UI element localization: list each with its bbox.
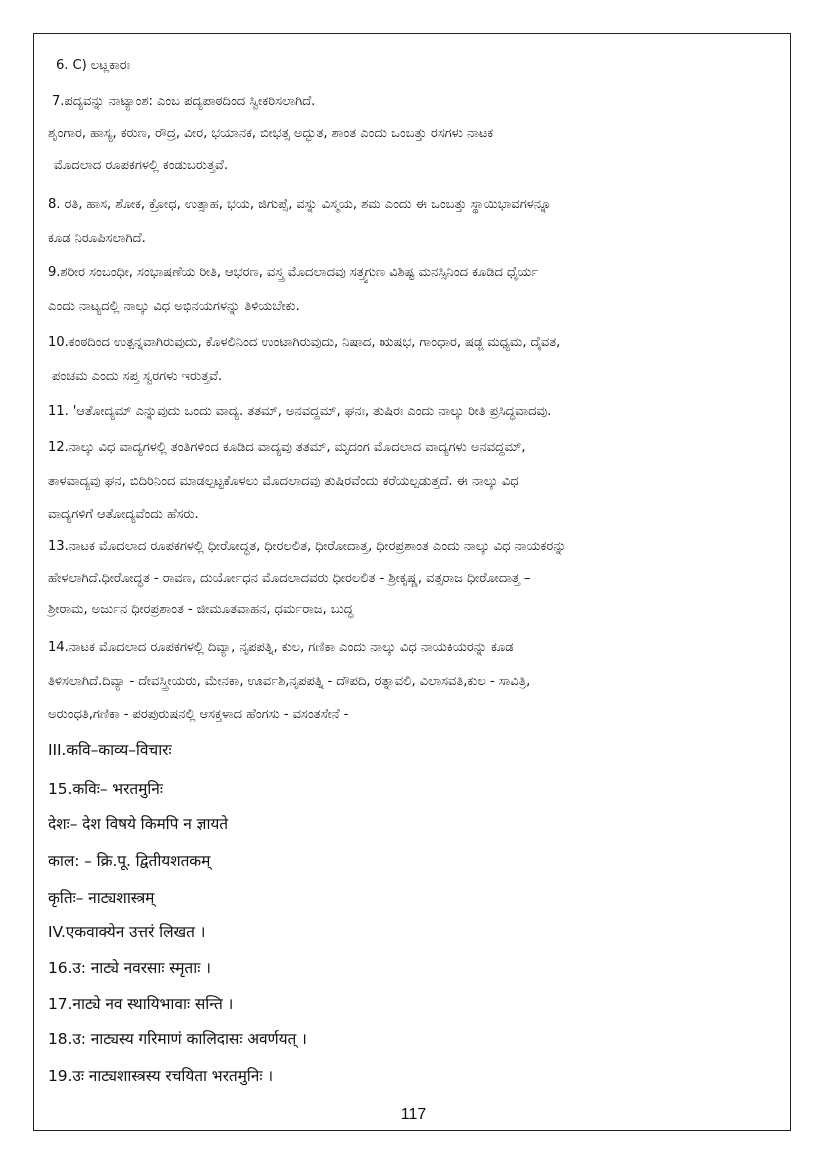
- section-heading: III.कवि–काव्य–विचारः: [48, 741, 172, 759]
- text-line: ಮೊದಲಾದ ರೂಪಕಗಳಲ್ಲಿ ಕಂಡುಬರುತ್ತವೆ.: [54, 158, 228, 173]
- text-line: 8. ರತಿ, ಹಾಸ, ಶೋಕ, ಕ್ರೋಧ, ಉತ್ಸಾಹ, ಭಯ, ಜಿಗುಪ್ಸೆ, ವಸ್ನು ವಿಸ್ಮಯ, ಶಮ ಎಂದು ಈ ಒಂಬತ್ತು ಸ್ಥಾಯಿಭಾವಗಳನ್ನೂ: [48, 197, 552, 212]
- page-number: 117: [400, 1106, 427, 1123]
- text-line: 17.नाट्ये नव स्थायिभावाः सन्ति ।: [48, 995, 234, 1013]
- text-line: 11. 'ಆತೋದ್ಯಮ್ ಎನ್ನುವುದು ಒಂದು ವಾದ್ಯ. ತತಮ್, ಅನವದ್ದಮ್, ಘನಃ, ತುಷಿರಃ ಎಂದು ನಾಲ್ಕು ರೀತಿ ಪ್ರಸಿದ್ಧವಾದವು.: [48, 404, 552, 419]
- text-line: काल: – क्रि.पू. द्वितीयशतकम्: [48, 852, 211, 870]
- text-line: 18.उ: नाट्यस्य गरिमाणं कालिदासः अवर्णयत् ।: [48, 1030, 307, 1048]
- text-line: ಕೂಡ ನಿರೂಪಿಸಲಾಗಿದೆ.: [48, 231, 146, 246]
- text-line: ತಾಳವಾದ್ಯವು ಘನ, ಬಿದಿರಿನಿಂದ ಮಾಡಲ್ಪಟ್ಟಕೊಳಲು ಮೊದಲಾದವು ತುಷಿರವೆಂದು ಕರೆಯಲ್ಪಡುತ್ತದೆ. ಈ ನಾಲ್ಕು ವಿಧ: [48, 474, 519, 489]
- text-line: 16.उ: नाट्ये नवरसाः स्मृताः ।: [48, 959, 211, 977]
- text-line: 13.ನಾಟಕ ಮೊದಲಾದ ರೂಪಕಗಳಲ್ಲಿ ಧೀರೋದ್ಧತ, ಧೀರಲಲಿತ, ಧೀರೋದಾತ್ತ, ಧೀರಪ್ರಶಾಂತ ಎಂದು ನಾಲ್ಕು ವಿಧ ನಾಯಕರನ್ನು: [48, 539, 567, 554]
- text-line: 7.ಪದ್ಯವನ್ನು ನಾಟ್ಯಾಂಶ: ಎಂಬ ಪದ್ಯಪಾಠದಿಂದ ಸ್ವೀಕರಿಸಲಾಗಿದೆ.: [52, 94, 316, 109]
- text-line: ತಿಳಿಸಲಾಗಿದೆ.ದಿವ್ಯಾ - ದೇವಸ್ತ್ರೀಯರು, ಮೇನಕಾ, ಊರ್ವಶಿ,ನೃಪಪತ್ನಿ - ದೌಪದಿ, ರತ್ನಾವಲಿ, ವಿಲಾಸವತಿ,ಕುಲ - ಸಾವಿತ್ರಿ,: [48, 674, 531, 689]
- text-line: देशः– देश विषये किमपि न ज्ञायते: [48, 815, 229, 833]
- text-line: ಹೇಳಲಾಗಿದೆ.ಧೀರೋದ್ಧತ - ರಾವಣ, ದುರ್ಯೋಧನ ಮೊದಲಾದವರು ಧೀರಲಲಿತ - ಶ್ರೀಕೃಷ್ಣ, ವತ್ಸರಾಜ ಧೀರೋದಾತ್ತ –: [48, 571, 531, 586]
- text-line: 15.कविः– भरतमुनिः: [48, 780, 163, 798]
- text-line: 14.ನಾಟಕ ಮೊದಲಾದ ರೂಪಕಗಳಲ್ಲಿ ದಿವ್ಯಾ, ನೃಪಪತ್ನಿ, ಕುಲ, ಗಣಿಕಾ ಎಂದು ನಾಲ್ಕು ವಿಧ ನಾಯಕಿಯರನ್ನು ಕೂಡ: [48, 640, 514, 655]
- text-line: ಶೃಂಗಾರ, ಹಾಸ್ಯ, ಕರುಣ, ರೌದ್ರ, ವೀರ, ಭಯಾನಕ, ಬೀಭತ್ಸ ಅದ್ಭುತ, ಶಾಂತ ಎಂದು ಒಂಬತ್ತು ರಸಗಳು ನಾಟಕ: [48, 126, 494, 141]
- text-line: ಅರುಂಧತಿ,ಗಣಿಕಾ - ಪರಪುರುಷನಲ್ಲಿ ಆಸಕ್ತಳಾದ ಹೆಂಗಸು - ವಸಂತಸೇನೆ -: [48, 707, 349, 722]
- text-line: 6. C) ಲಟ್ಲಕಾರಃ: [56, 58, 130, 73]
- text-line: ಪಂಚಮ ಎಂದು ಸಪ್ತ ಸ್ವರಗಳು ಇರುತ್ತವೆ.: [52, 369, 223, 384]
- text-line: 10.ಕಂಠದಿಂದ ಉತ್ಪನ್ನವಾಗಿರುವುದು, ಕೊಳಲಿನಿಂದ ಉಂಟಾಗಿರುವುದು, ನಿಷಾದ, ಋಷಭ, ಗಾಂಧಾರ, ಷಡ್ಜ ಮಧ್ಯಮ, ದೈವತ,: [48, 335, 561, 350]
- text-line: ಶ್ರೀರಾಮ, ಅರ್ಜುನ ಧೀರಪ್ರಶಾಂತ - ಜೀಮೂತವಾಹನ, ಧರ್ಮರಾಜ, ಬುದ್ಧ: [48, 602, 354, 617]
- text-line: 19.उः नाट्यशास्त्रस्य रचयिता भरतमुनिः ।: [48, 1067, 273, 1085]
- section-heading: IV.एकवाक्येन उत्तरं लिखत ।: [48, 923, 206, 941]
- text-line: कृतिः– नाट्यशास्त्रम्: [48, 889, 155, 907]
- text-line: ಎಂದು ನಾಟ್ಯದಲ್ಲಿ ನಾಲ್ಕು ವಿಧ ಅಭಿನಯಗಳನ್ನು ತಿಳಿಯಬೇಕು.: [48, 299, 300, 314]
- text-line: 9.ಶರೀರ ಸಂಬಂಧೀ, ಸಂಭಾಷಣೆಯ ರೀತಿ, ಆಭರಣ, ವಸ್ತ್ರ ಮೊದಲಾದವು ಸತ್ತ್ವಗುಣ ವಿಶಿಷ್ಟ ಮನಸ್ಸಿನಿಂದ ಕೂಡಿದ ಧೈರ್ಯ: [48, 265, 539, 280]
- text-line: 12.ನಾಲ್ಕು ವಿಧ ವಾದ್ಯಗಳಲ್ಲಿ ತಂತಿಗಳಿಂದ ಕೂಡಿದ ವಾದ್ಯವು ತತಮ್, ಮೃದಂಗ ಮೊದಲಾದ ವಾದ್ಯಗಳು ಅನವದ್ದಮ್,: [48, 440, 526, 455]
- text-line: ವಾದ್ಯಗಳಿಗೆ ಆತೋದ್ಯವೆಂದು ಹೆಸರು.: [48, 507, 199, 522]
